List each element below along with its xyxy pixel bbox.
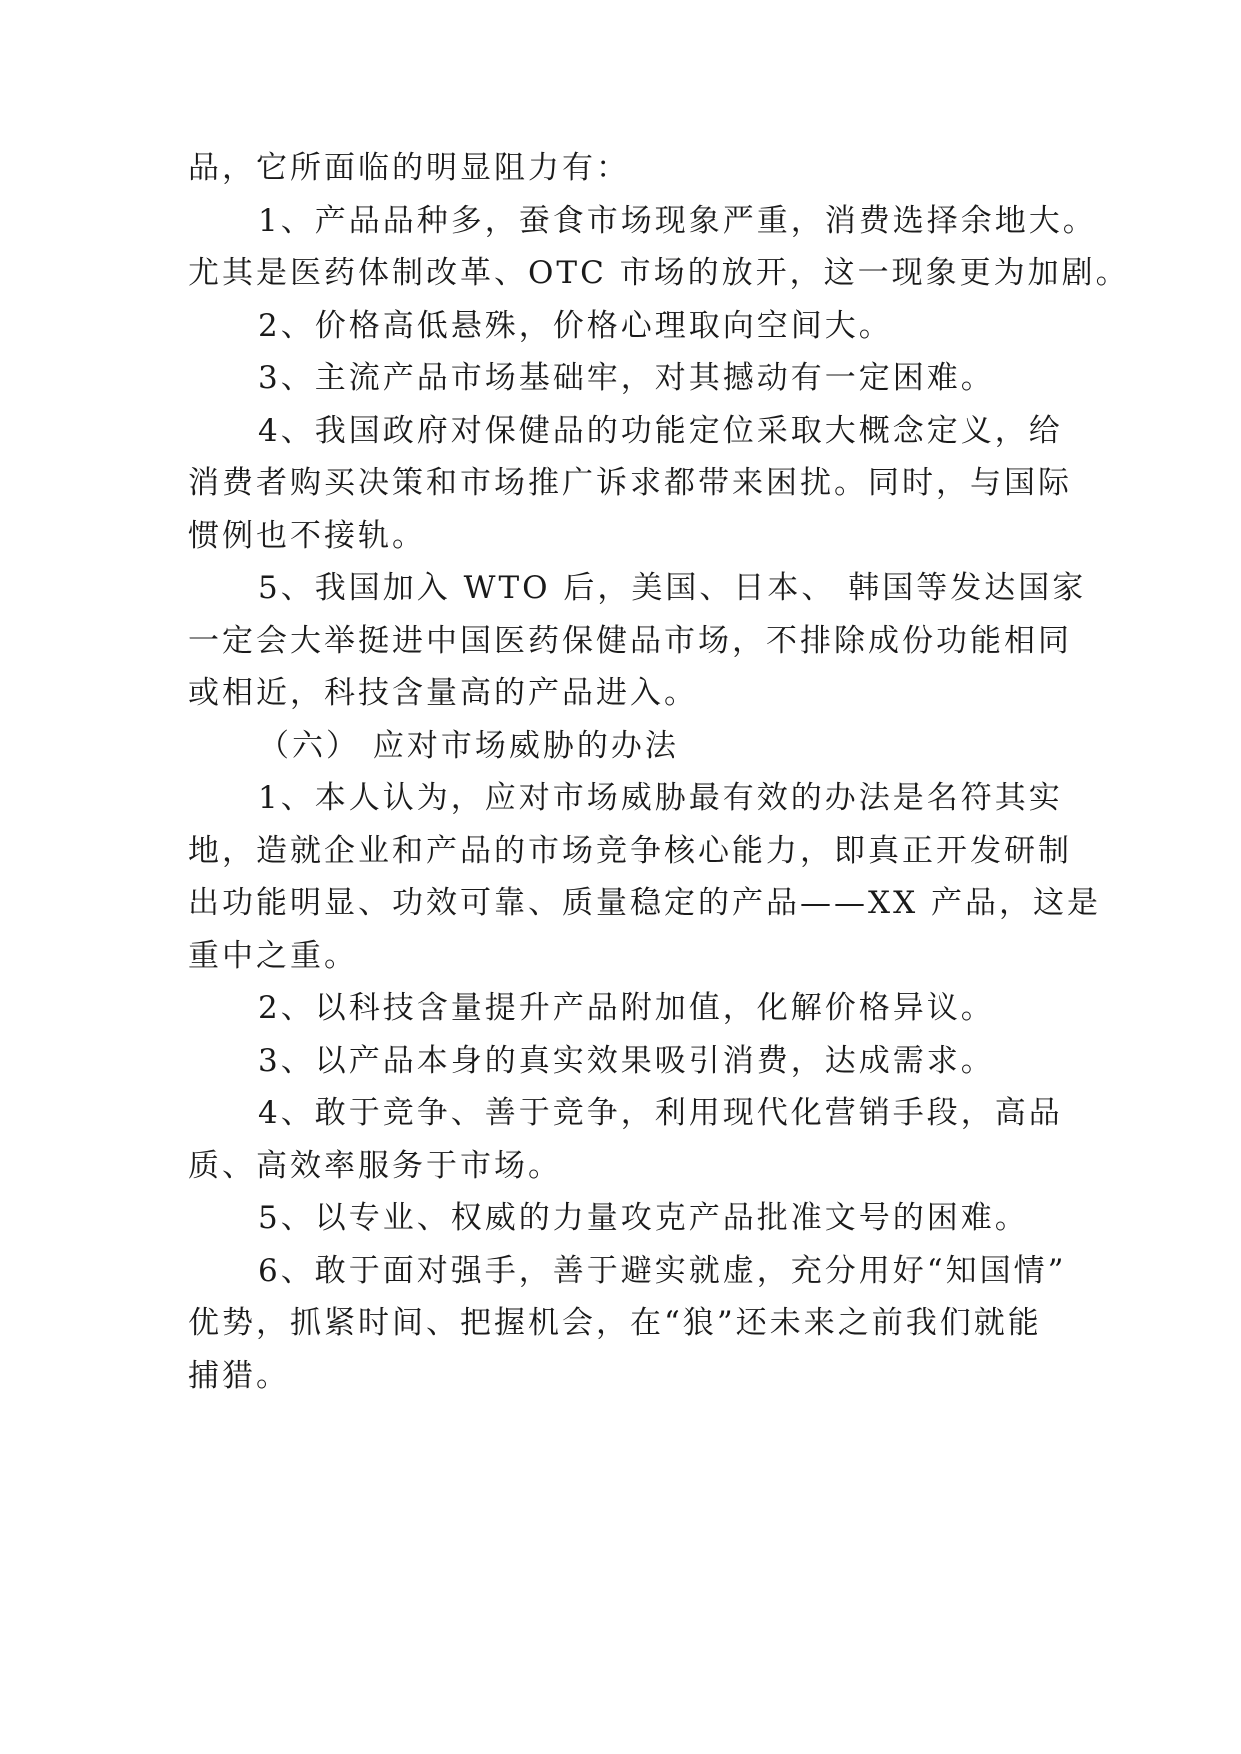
paragraph-line: 4、敢于竞争、善于竞争，利用现代化营销手段，高品 bbox=[258, 1095, 1063, 1131]
paragraph-line: 出功能明显、功效可靠、质量稳定的产品——XX 产品，这是 bbox=[188, 885, 1101, 921]
paragraph-line: 5、我国加入 WTO 后，美国、日本、 韩国等发达国家 bbox=[258, 570, 1087, 606]
paragraph-line: 捕猎。 bbox=[188, 1358, 290, 1394]
section-heading: （六） 应对市场威胁的办法 bbox=[258, 728, 679, 764]
paragraph-line: 惯例也不接轨。 bbox=[188, 518, 426, 554]
paragraph-line: 地，造就企业和产品的市场竞争核心能力，即真正开发研制 bbox=[188, 833, 1072, 869]
paragraph-line: 一定会大举挺进中国医药保健品市场，不排除成份功能相同 bbox=[188, 623, 1072, 659]
paragraph-line: 4、我国政府对保健品的功能定位采取大概念定义，给 bbox=[258, 413, 1063, 449]
paragraph-line: 6、敢于面对强手，善于避实就虚，充分用好“知国情” bbox=[258, 1253, 1067, 1289]
paragraph-line: 消费者购买决策和市场推广诉求都带来困扰。同时，与国际 bbox=[188, 465, 1072, 501]
paragraph-line: 重中之重。 bbox=[188, 938, 358, 974]
paragraph-line: 质、高效率服务于市场。 bbox=[188, 1148, 562, 1184]
paragraph-line: 5、以专业、权威的力量攻克产品批准文号的困难。 bbox=[258, 1200, 1029, 1236]
paragraph-line: 3、主流产品市场基础牢，对其撼动有一定困难。 bbox=[258, 360, 995, 396]
paragraph-line: 3、以产品本身的真实效果吸引消费，达成需求。 bbox=[258, 1043, 995, 1079]
paragraph-line: 1、本人认为，应对市场威胁最有效的办法是名符其实 bbox=[258, 780, 1063, 816]
paragraph-line: 1、产品品种多，蚕食市场现象严重，消费选择余地大。 bbox=[258, 203, 1097, 239]
paragraph-line: 2、价格高低悬殊，价格心理取向空间大。 bbox=[258, 308, 893, 344]
paragraph-line: 尤其是医药体制改革、OTC 市场的放开，这一现象更为加剧。 bbox=[188, 255, 1130, 291]
paragraph-line: 品，它所面临的明显阻力有： bbox=[188, 150, 630, 186]
paragraph-line: 或相近，科技含量高的产品进入。 bbox=[188, 675, 698, 711]
paragraph-line: 2、以科技含量提升产品附加值，化解价格异议。 bbox=[258, 990, 995, 1026]
paragraph-line: 优势，抓紧时间、把握机会，在“狼”还未来之前我们就能 bbox=[188, 1305, 1042, 1341]
